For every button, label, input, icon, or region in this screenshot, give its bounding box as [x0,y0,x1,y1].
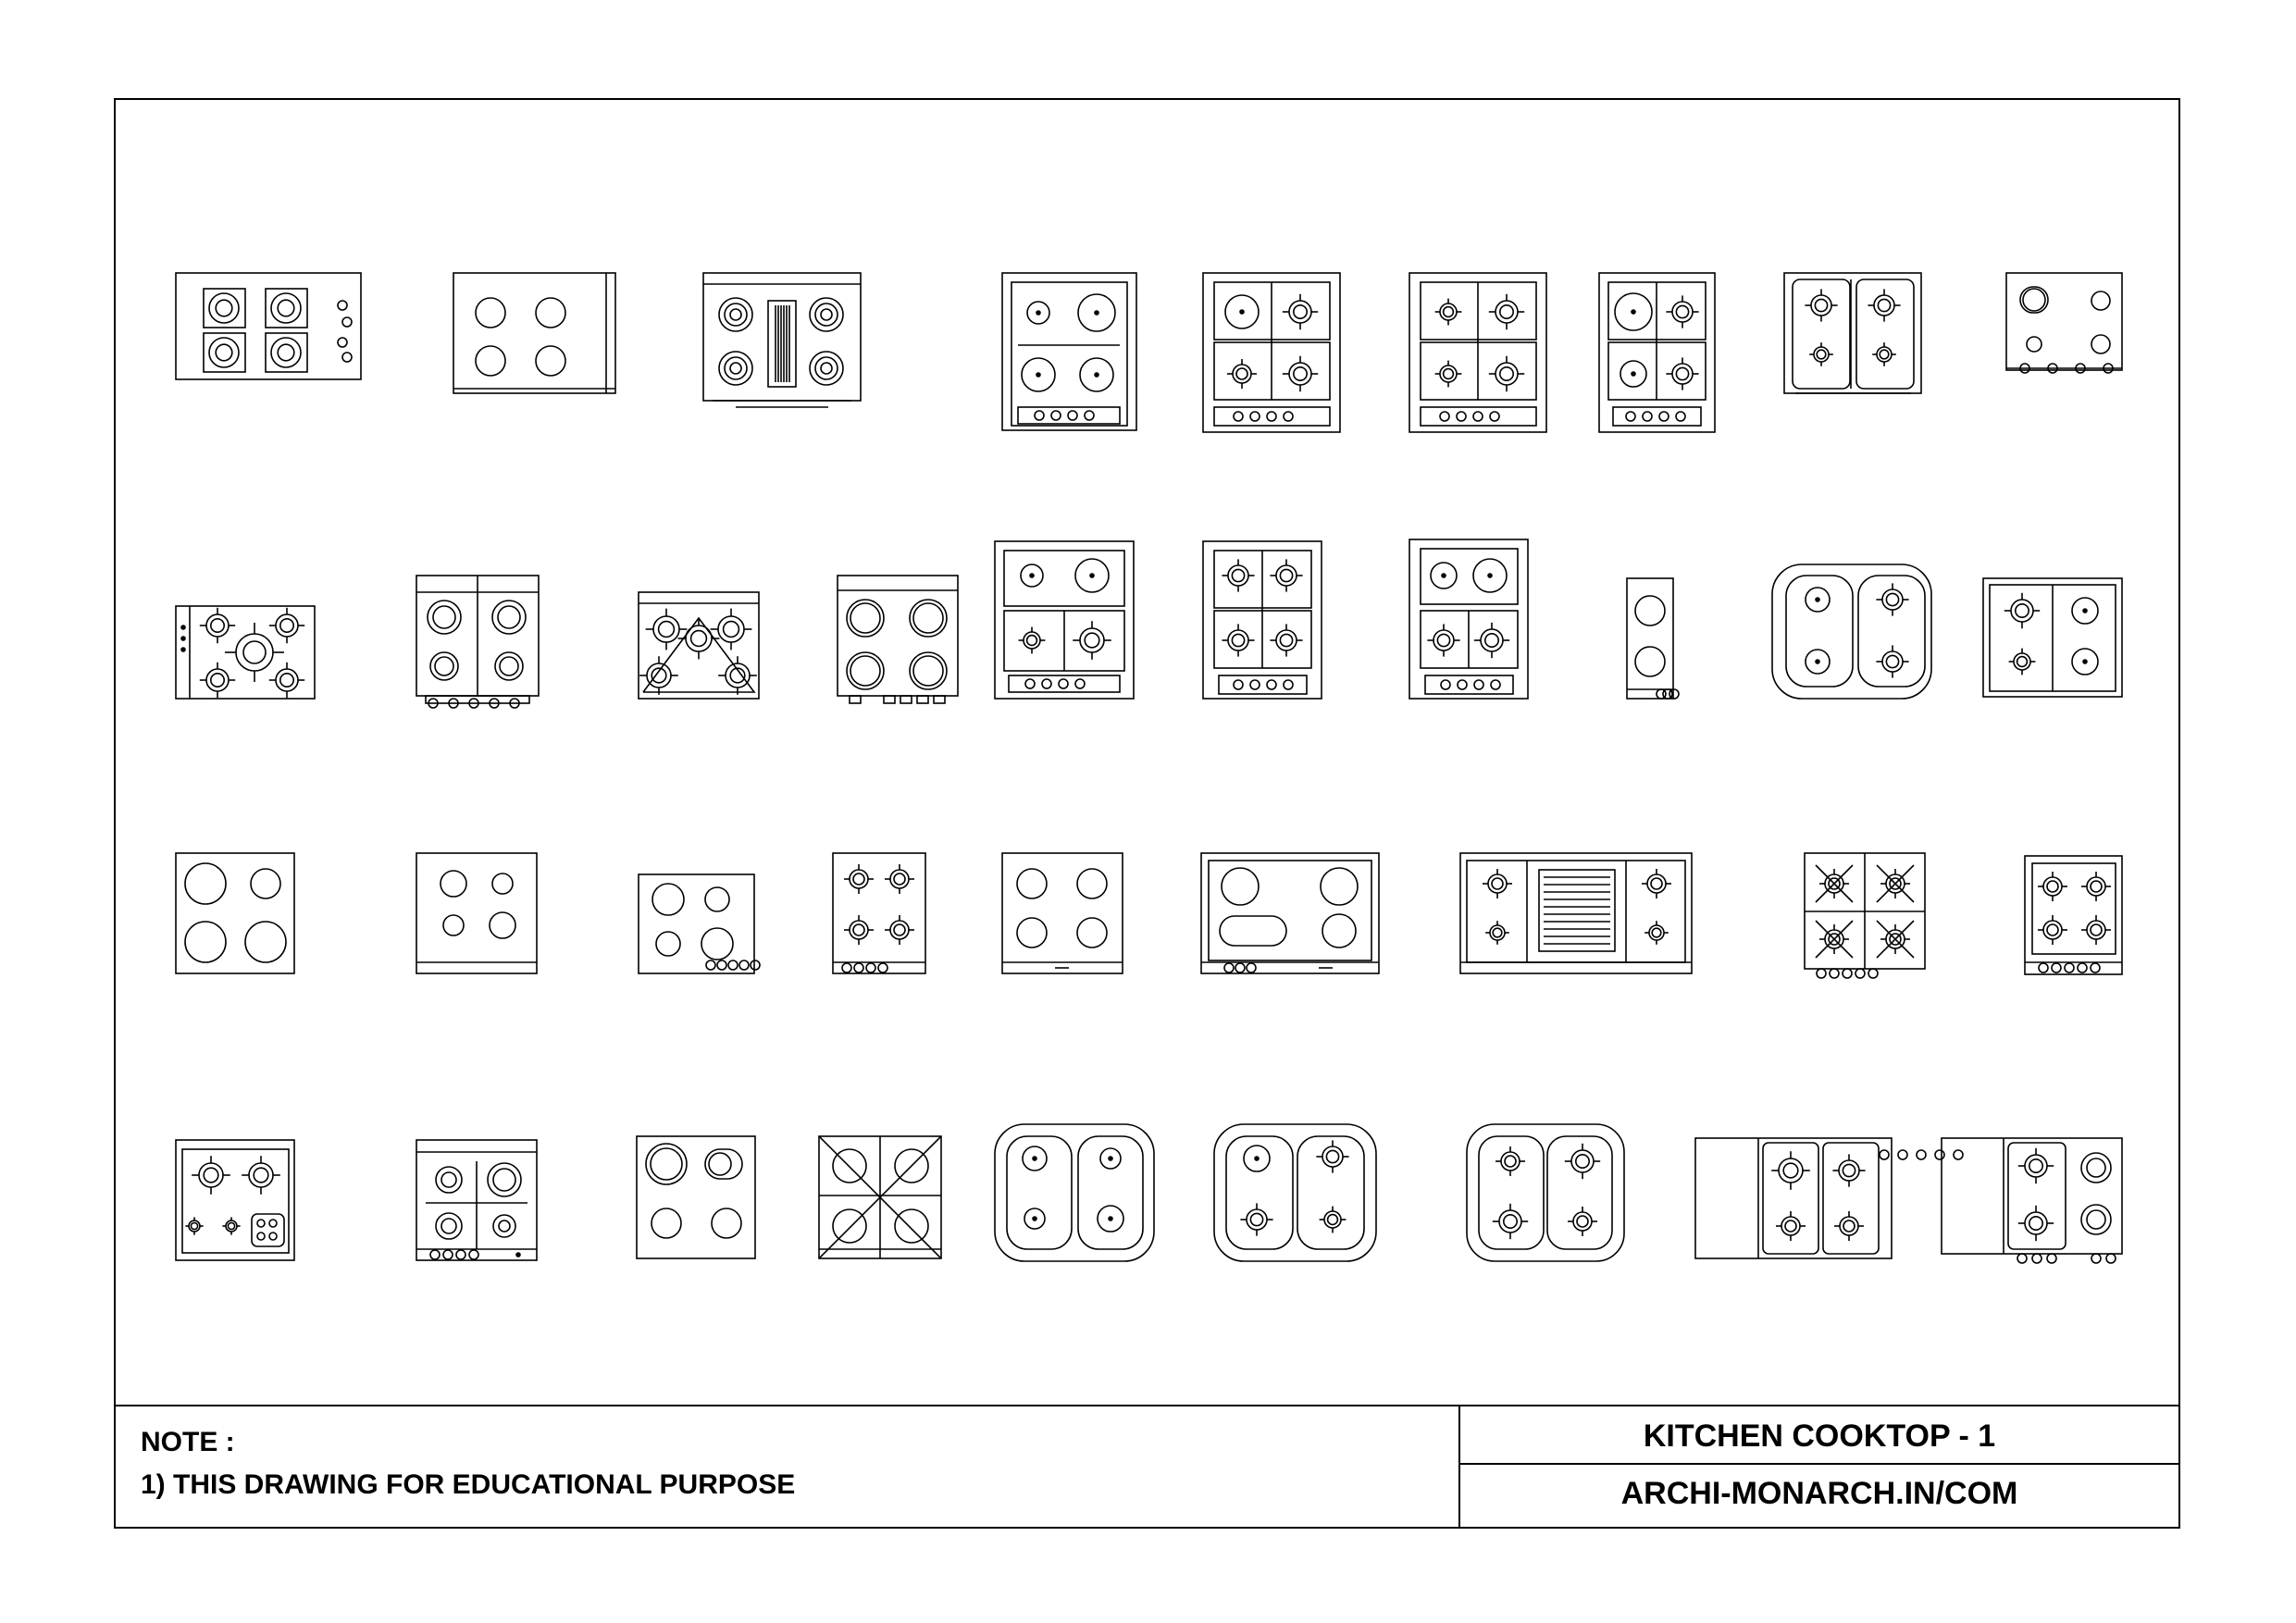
cooktop-symbol-6 [1409,273,1546,432]
cooktop-symbol-18 [1772,564,1931,699]
cooktop-symbol-9 [2006,273,2122,373]
cooktop-symbol-15 [1203,541,1322,699]
cooktop-symbol-33 [995,1124,1154,1261]
cooktop-symbol-14 [995,541,1134,699]
cooktop-symbol-34 [1214,1124,1376,1261]
cooktop-symbol-16 [1409,539,1528,699]
cooktop-symbol-20 [176,853,294,973]
cooktop-symbol-7 [1599,273,1715,432]
cooktop-symbol-21 [416,853,537,973]
cooktop-symbol-17 [1627,578,1679,699]
cooktop-symbol-25 [1201,853,1379,973]
cooktop-symbol-3 [703,273,861,407]
cooktop-symbol-12 [639,592,759,699]
cooktop-symbol-22 [639,874,760,973]
note-heading: NOTE : [141,1427,235,1457]
cooktop-symbol-28 [2025,856,2122,974]
cooktop-symbol-11 [416,576,539,708]
cooktop-symbol-36 [1695,1138,1963,1258]
cooktop-symbol-37 [1942,1138,2122,1263]
cooktop-symbol-8 [1784,273,1921,393]
cooktop-symbol-26 [1460,853,1692,973]
cooktop-symbol-10 [176,606,315,699]
cooktop-symbol-23 [833,853,925,973]
cooktop-symbol-30 [416,1140,537,1260]
note-line: 1) THIS DRAWING FOR EDUCATIONAL PURPOSE [141,1469,796,1500]
cooktop-symbol-2 [453,273,615,393]
cooktop-symbol-24 [1002,853,1123,973]
cooktop-symbol-31 [637,1136,755,1258]
cooktop-symbol-13 [838,576,958,703]
cooktop-symbol-27 [1805,853,1925,978]
cooktop-symbol-29 [176,1140,294,1260]
drawing-title: KITCHEN COOKTOP - 1 [1643,1419,1996,1454]
website-label: ARCHI-MONARCH.IN/COM [1620,1476,2018,1511]
cooktop-symbol-4 [1002,273,1136,430]
cooktop-symbol-32 [819,1136,941,1258]
sheet-border [115,99,2179,1528]
cooktop-symbol-1 [176,273,361,379]
cooktop-symbol-19 [1983,578,2122,697]
cooktop-symbols [176,273,2122,1263]
cooktop-symbol-5 [1203,273,1340,432]
cooktop-symbol-35 [1467,1124,1624,1261]
